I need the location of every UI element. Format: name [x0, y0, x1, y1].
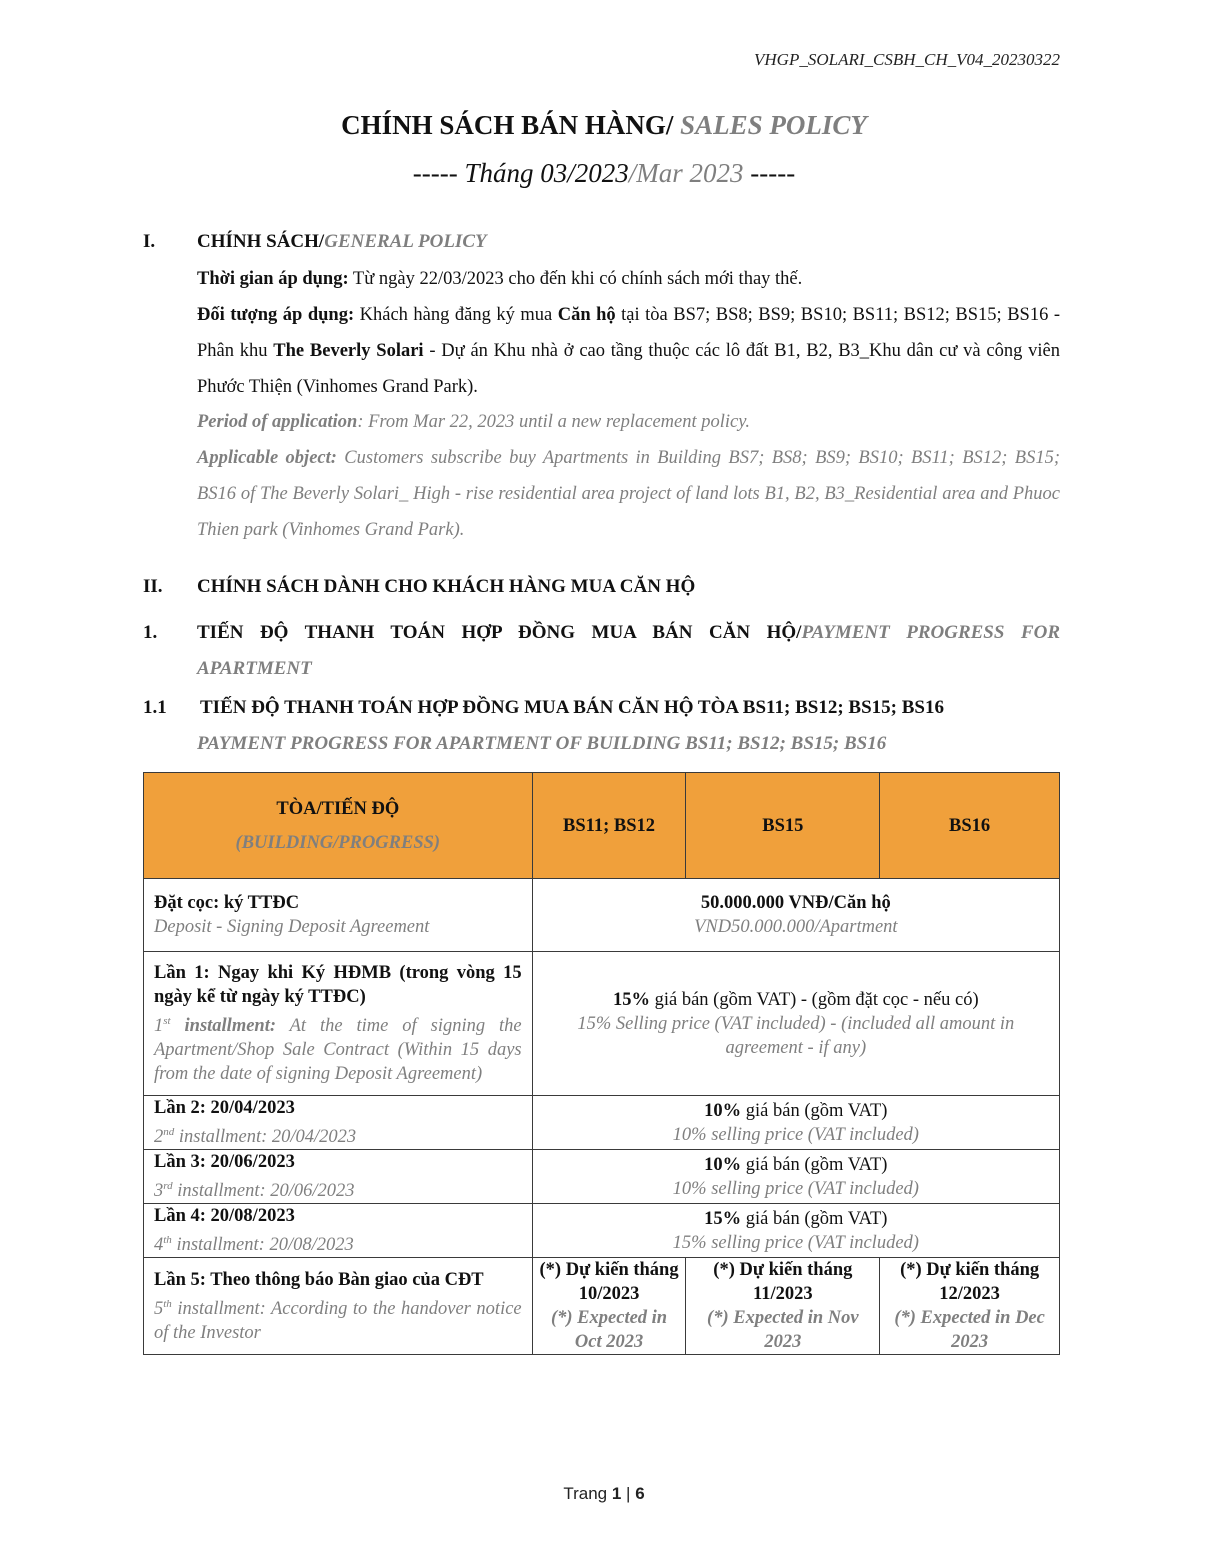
row-label-vi: Lần 1: Ngay khi Ký HĐMB (trong vòng 15 ngày kể từ ngày ký TTĐC): [154, 962, 522, 1007]
row-label-en: installment: 20/04/2023: [174, 1127, 357, 1148]
section-general-policy: [143, 231, 1060, 253]
row-value: [532, 879, 1059, 952]
row-value-vi: giá bán (gồm VAT): [741, 1154, 888, 1175]
table-row: [144, 1096, 1060, 1150]
object-text: Khách hàng đăng ký mua: [354, 305, 558, 325]
section-title-en: PAYMENT PROGRESS FOR APARTMENT: [197, 622, 1060, 679]
section-number: II.: [143, 576, 163, 597]
row-label-vi: Lần 2: 20/04/2023: [154, 1098, 295, 1118]
ordinal-suffix: nd: [163, 1126, 175, 1138]
object-label: Đối tượng áp dụng:: [197, 305, 355, 325]
row-value-en: 10% selling price (VAT included): [672, 1124, 919, 1145]
header-bs11-bs12: BS11; BS12: [532, 773, 686, 879]
row-label-en: At the time of signing the Apartment/Shop Sale Contract (Within 15 days from the date of signing Deposit Agreement): [154, 1016, 522, 1085]
expected-vi: (*) Dự kiến tháng 12/2023: [900, 1260, 1040, 1305]
section-title-vi: TIẾN ĐỘ THANH TOÁN HỢP ĐỒNG MUA BÁN CĂN HỘ TÒA BS11; BS12; BS15; BS16: [200, 697, 944, 718]
table-row: [144, 1150, 1060, 1204]
object-en-label: Applicable object:: [197, 448, 337, 468]
row-value: [532, 952, 1059, 1096]
section-number: 1.: [143, 622, 158, 643]
table-row: [144, 952, 1060, 1096]
row-value-bs16: [880, 1258, 1060, 1355]
row-label-en: Deposit - Signing Deposit Agreement: [154, 917, 430, 937]
object-paragraph: [197, 297, 1060, 405]
expected-en: (*) Expected in Nov 2023: [707, 1308, 859, 1353]
document-code: VHGP_SOLARI_CSBH_CH_V04_20230322: [754, 50, 1060, 69]
footer-separator: |: [621, 1484, 636, 1503]
row-value-en: 15% Selling price (VAT included) - (included all amount in agreement - if any): [577, 1013, 1015, 1058]
section-title-vi: TIẾN ĐỘ THANH TOÁN HỢP ĐỒNG MUA BÁN CĂN HỘ/: [197, 622, 802, 643]
section-number: I.: [143, 231, 156, 252]
row-label: [144, 1258, 533, 1355]
ordinal-suffix: rd: [163, 1180, 173, 1193]
subtitle-suffix: -----: [743, 158, 796, 188]
ordinal-suffix: th: [163, 1234, 172, 1247]
payment-schedule-table: [143, 772, 1060, 1355]
table-row: [144, 1204, 1060, 1258]
row-label-en: installment: According to the handover notice of the Investor: [154, 1299, 522, 1344]
page-total: 6: [635, 1484, 645, 1503]
period-label: Thời gian áp dụng:: [197, 269, 349, 289]
section-number: 1.1: [143, 697, 167, 718]
row-value-percent: 10%: [704, 1100, 742, 1121]
table-header-row: [144, 773, 1060, 879]
header-label-en: (BUILDING/PROGRESS): [235, 832, 441, 853]
row-label: [144, 1204, 533, 1258]
row-value: [532, 1096, 1059, 1150]
object-en-paragraph: [197, 440, 1060, 548]
row-label-vi: Đặt cọc: ký TTĐC: [154, 893, 300, 913]
expected-en: (*) Expected in Dec 2023: [894, 1308, 1045, 1353]
table-row: [144, 879, 1060, 952]
expected-vi: (*) Dự kiến tháng 10/2023: [539, 1260, 679, 1305]
row-value-percent: 15%: [613, 989, 650, 1010]
period-paragraph: [197, 261, 1060, 297]
installment-number: 2: [154, 1127, 164, 1148]
object-bold-project: The Beverly Solari: [273, 341, 424, 361]
installment-number: 5: [154, 1299, 164, 1320]
row-label: [144, 1096, 533, 1150]
page-footer: [0, 1484, 1208, 1504]
row-label-vi: Lần 3: 20/06/2023: [154, 1152, 295, 1173]
installment-number: 1: [154, 1016, 164, 1037]
period-en-label: Period of application: [197, 412, 358, 432]
row-value-en: 15% selling price (VAT included): [672, 1232, 919, 1253]
ordinal-suffix: st: [163, 1014, 171, 1027]
row-value: [532, 1150, 1059, 1204]
section-payment-progress-buildings: [143, 690, 1060, 762]
row-label-vi: Lần 4: 20/08/2023: [154, 1206, 295, 1227]
object-bold-apartment: Căn hộ: [557, 305, 616, 325]
title-vi: CHÍNH SÁCH BÁN HÀNG/: [341, 110, 674, 140]
page-title: [0, 110, 1208, 141]
row-value-vi: 50.000.000 VNĐ/Căn hộ: [700, 893, 891, 913]
section-title-vi: CHÍNH SÁCH/: [197, 231, 325, 252]
object-en-text: Customers subscribe buy Apartments in Building BS7; BS8; BS9; BS10; BS11; BS12; BS15; BS16 of The Beverly Solari_ High - rise residential area project of land lots B1, B2, B3_Residential area and Phuoc Thien park (Vinhomes Grand Park).: [197, 448, 1060, 540]
subtitle-en: /Mar 2023: [628, 158, 744, 188]
footer-prefix: Trang: [563, 1484, 612, 1503]
period-en-paragraph: [197, 404, 1060, 440]
installment-number: 3: [154, 1181, 164, 1202]
period-en-text: : From Mar 22, 2023 until a new replacement policy.: [357, 412, 751, 432]
row-value-en: VND50.000.000/Apartment: [694, 917, 898, 937]
header-bs16: BS16: [880, 773, 1060, 879]
row-label-en: installment: 20/06/2023: [172, 1181, 355, 1202]
section-payment-progress: [143, 615, 1060, 687]
section-title-vi: CHÍNH SÁCH DÀNH CHO KHÁCH HÀNG MUA CĂN HỘ: [197, 576, 696, 597]
row-value-vi: giá bán (gồm VAT) - (gồm đặt cọc - nếu có): [650, 989, 979, 1010]
row-label: [144, 879, 533, 952]
row-value-bs15: [686, 1258, 880, 1355]
row-label: [144, 1150, 533, 1204]
object-text: tại tòa BS7; BS8; BS9; BS10; BS11; BS12; BS15; BS16 - Phân khu: [197, 305, 1060, 361]
row-value-vi: giá bán (gồm VAT): [741, 1208, 888, 1229]
section-apartment-policy: [143, 576, 1060, 598]
period-text: Từ ngày 22/03/2023 cho đến khi có chính sách mới thay thế.: [348, 269, 803, 289]
title-en: SALES POLICY: [673, 110, 867, 140]
header-bs15: BS15: [686, 773, 880, 879]
row-value-en: 10% selling price (VAT included): [672, 1178, 919, 1199]
header-building-progress: [144, 773, 533, 879]
table-row: [144, 1258, 1060, 1355]
installment-label: installment:: [170, 1016, 277, 1037]
row-label-en: installment: 20/08/2023: [171, 1235, 354, 1256]
subtitle-prefix: ----- Tháng 03/2023: [412, 158, 629, 188]
ordinal-suffix: th: [163, 1297, 172, 1310]
expected-vi: (*) Dự kiến tháng 11/2023: [713, 1260, 853, 1305]
row-value-bs11-bs12: [532, 1258, 686, 1355]
page-subtitle: [0, 158, 1208, 189]
section-title-en: GENERAL POLICY: [324, 231, 487, 252]
row-label-vi: Lần 5: Theo thông báo Bàn giao của CĐT: [154, 1269, 484, 1290]
page-number: 1: [611, 1484, 622, 1503]
row-value-percent: 10%: [704, 1154, 742, 1175]
row-value: [532, 1204, 1059, 1258]
object-text: - Dự án Khu nhà ở cao tầng thuộc các lô đất B1, B2, B3_Khu dân cư và công viên Phước Thiện (Vinhomes Grand Park).: [197, 341, 1060, 397]
header-label-vi: TÒA/TIẾN ĐỘ: [276, 798, 400, 819]
row-value-vi: giá bán (gồm VAT): [741, 1100, 888, 1121]
row-value-percent: 15%: [704, 1208, 742, 1229]
section-title-en: PAYMENT PROGRESS FOR APARTMENT OF BUILDING BS11; BS12; BS15; BS16: [197, 733, 887, 754]
row-label: [144, 952, 533, 1096]
installment-number: 4: [154, 1235, 164, 1256]
expected-en: (*) Expected in Oct 2023: [550, 1308, 668, 1353]
